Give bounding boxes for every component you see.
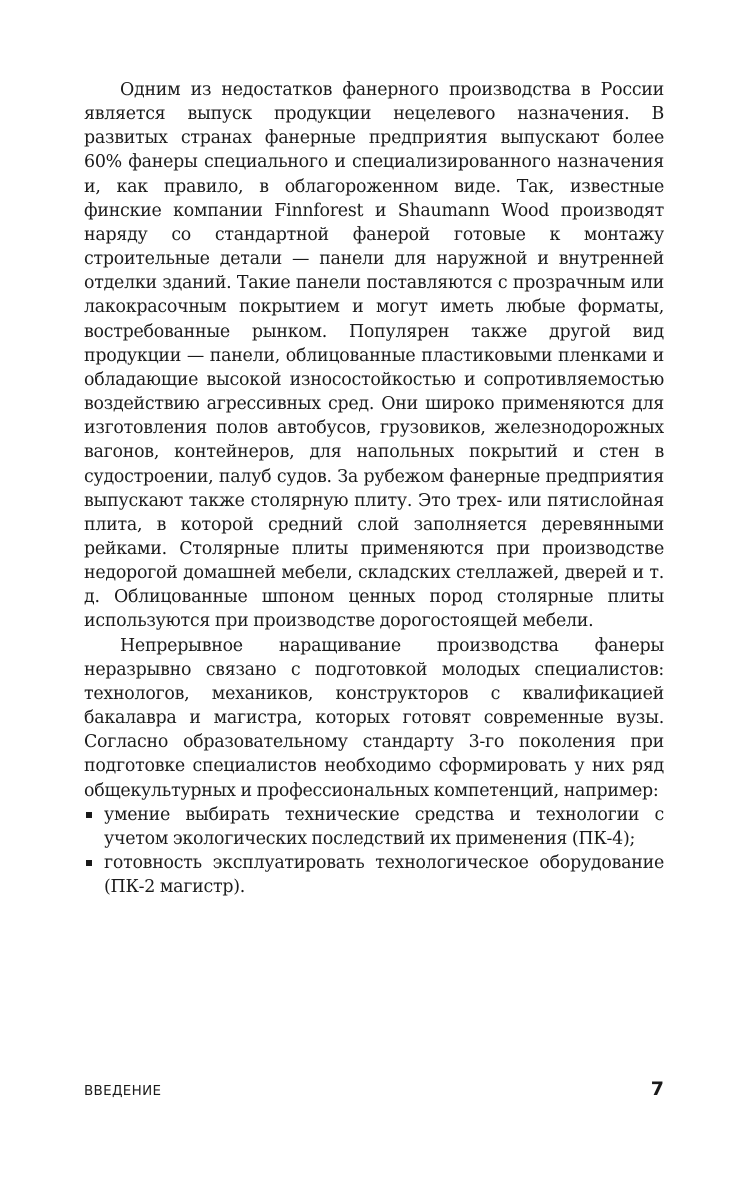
paragraph: Непрерывное наращивание производства фанеры неразрывно связано с подготовкой молодых специалистов: технологов, механиков, конструкторов с квалификацией бакалавра и магистра, которых готовят современные вузы. Согласно образовательному стандарту 3-го поколения при подготовке специалистов необходимо сформировать у них ряд общекультурных и профессиональных компетенций, например: [84, 635, 664, 801]
list-item [84, 851, 664, 899]
bullet-list [84, 803, 664, 900]
list-item-text: умение выбирать технические средства и технологии с учетом экологических последствий их применения (ПК-4); [104, 804, 664, 849]
page-body [84, 78, 664, 899]
running-footer-section: ВВЕДЕНИЕ [84, 1083, 162, 1099]
square-bullet-icon [86, 812, 92, 818]
square-bullet-icon [86, 860, 92, 866]
paragraph: Одним из недостатков фанерного производства в России является выпуск продукции нецелевого назначения. В развитых странах фанерные предприятия выпускают более 60% фанеры специального и специализированного назначения и, как правило, в облагороженном виде. Так, известные финские компании Finnforest и Shaumann Wood производят наряду со стандартной фанерой готовые к монтажу строительные детали — панели для наружной и внутренней отделки зданий. Такие панели поставляются с прозрачным или лакокрасочным покрытием и могут иметь любые форматы, востребованные рынком. Популярен также другой вид продукции — панели, облицованные пластиковыми пленками и обладающие высокой износостойкостью и сопротивляемостью воздействию агрессивных сред. Они широко применяются для изготовления полов автобусов, грузовиков, железнодорожных вагонов, контейнеров, для напольных покрытий и стен в судостроении, палуб судов. За рубежом фанерные предприятия выпускают также столярную плиту. Это трех- или пятислойная плита, в которой средний слой заполняется деревянными рейками. Столярные плиты применяются при производстве недорогой домашней мебели, складских стеллажей, дверей и т. д. Облицованные шпоном ценных пород столярные плиты используются при производстве дорогостоящей мебели. [84, 80, 664, 632]
list-item [84, 803, 664, 851]
list-item-text: готовность эксплуатировать технологическое оборудование (ПК-2 магистр). [104, 853, 664, 898]
page-footer [84, 1078, 664, 1100]
page-number: 7 [650, 1078, 664, 1100]
